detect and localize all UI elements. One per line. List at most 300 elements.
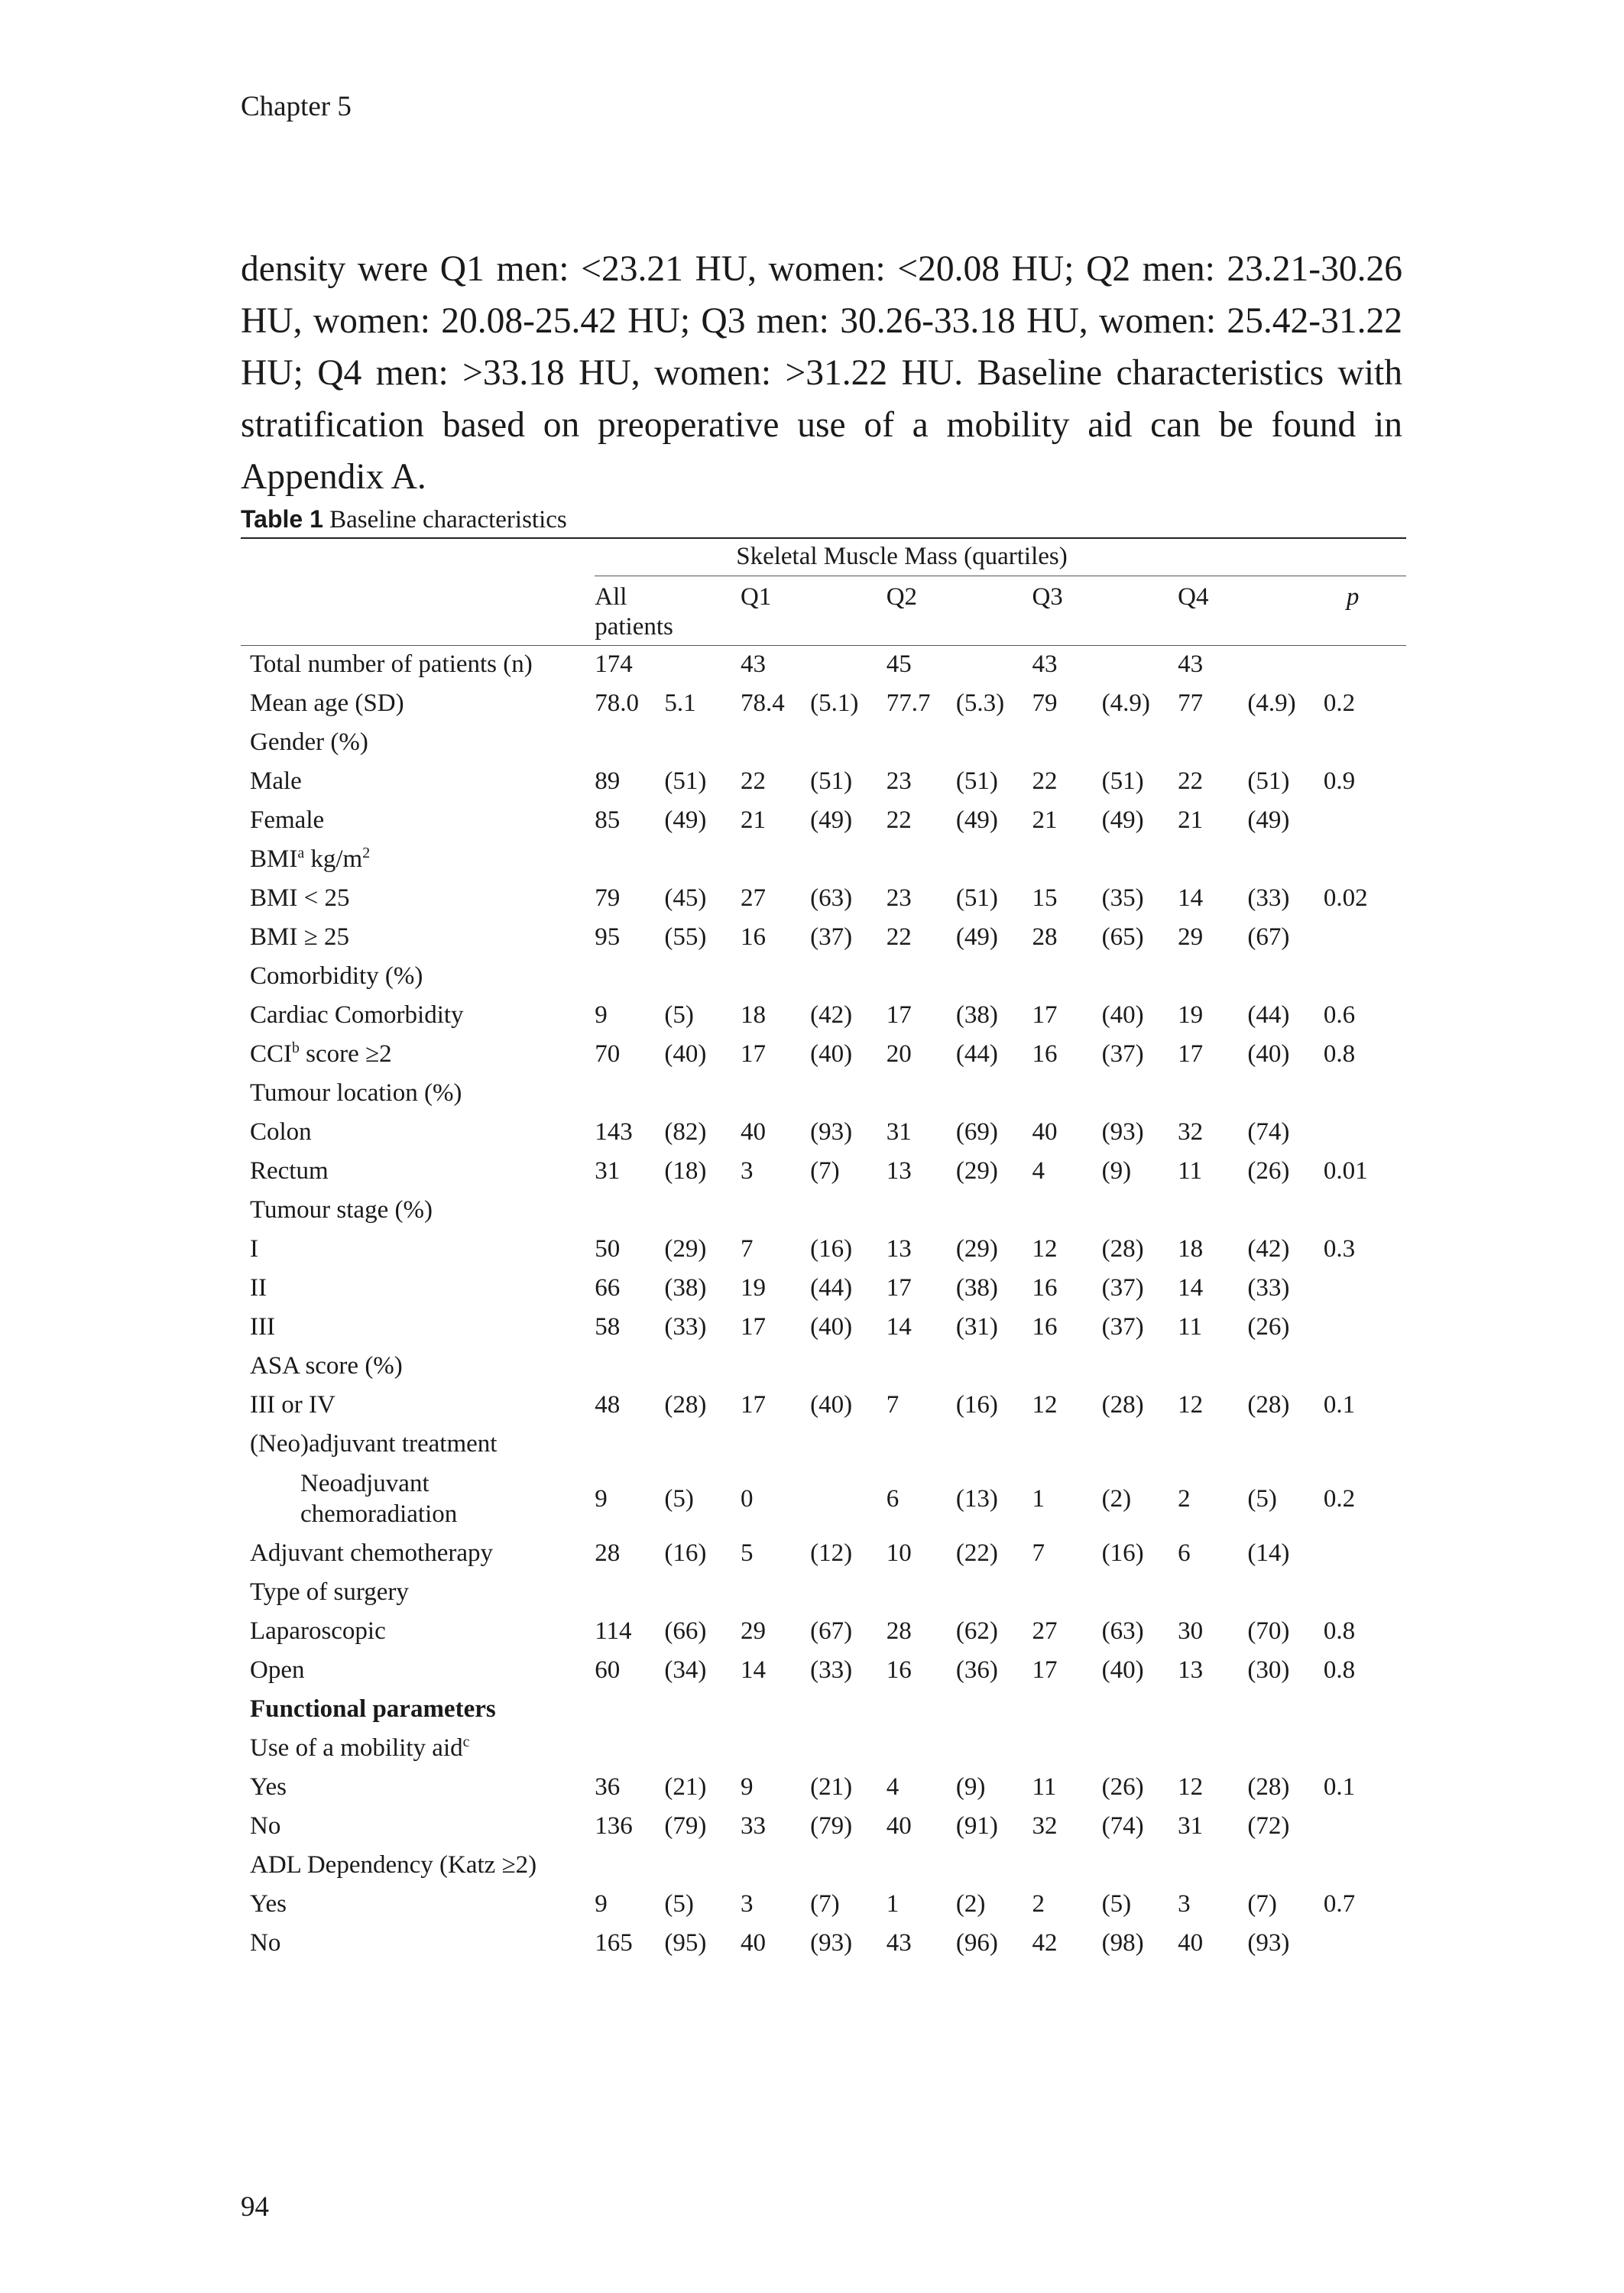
table-cell: 32	[1032, 1812, 1058, 1841]
table-cell: (38)	[955, 1001, 998, 1030]
table-cell	[810, 1348, 887, 1387]
table-cell	[1032, 1348, 1101, 1387]
table-cell	[741, 1847, 810, 1886]
table-cell: (16)	[1101, 1539, 1144, 1568]
table-row	[241, 1464, 1406, 1535]
column-header-row	[241, 576, 1406, 645]
row-label	[241, 1925, 595, 1964]
table-cell: (65)	[1101, 923, 1144, 952]
table-cell: 13	[1178, 1656, 1204, 1685]
table-cell	[1178, 724, 1247, 763]
table-cell	[1247, 1192, 1324, 1231]
header-stub	[241, 576, 595, 645]
table-label: Table 1	[241, 505, 323, 533]
table-cell: (5)	[664, 1484, 694, 1513]
table-cell	[1102, 1348, 1178, 1387]
table-cell: (37)	[1101, 1040, 1144, 1069]
table-cell: (49)	[955, 923, 998, 952]
table-row	[241, 1153, 1406, 1192]
row-label	[241, 1464, 595, 1535]
table-cell: 89	[595, 767, 621, 796]
table-cell: 0.9	[1323, 767, 1356, 796]
table-cell	[1247, 1425, 1324, 1464]
table-cell: 16	[1032, 1274, 1058, 1302]
table-cell: (45)	[664, 884, 707, 913]
table-cell	[810, 1192, 887, 1231]
unit-superscript: 2	[362, 845, 371, 862]
table-cell: 18	[740, 1001, 766, 1030]
table-cell	[1324, 1808, 1406, 1847]
table-cell	[1324, 1691, 1406, 1730]
row-label-text: Neoadjuvant chemoradiation	[300, 1470, 458, 1528]
table-cell: (9)	[1101, 1157, 1132, 1185]
table-cell: (2)	[1101, 1484, 1132, 1513]
row-label-text: BMI ≥ 25	[250, 923, 349, 952]
row-label	[241, 724, 595, 763]
table-cell	[664, 1192, 741, 1231]
table-cell: 6	[1178, 1539, 1191, 1568]
table-cell: 3	[1178, 1890, 1191, 1918]
table-cell	[810, 1847, 887, 1886]
table-cell	[887, 1574, 956, 1613]
table-row	[241, 1425, 1406, 1464]
row-label	[241, 802, 595, 841]
table-cell: (16)	[664, 1539, 707, 1568]
table-cell	[664, 1425, 741, 1464]
table-cell: (7)	[810, 1157, 840, 1185]
table-cell	[741, 841, 810, 880]
footnote-marker: b	[292, 1039, 300, 1057]
table-cell	[887, 841, 956, 880]
table-cell	[887, 1691, 956, 1730]
table-cell: (28)	[1101, 1391, 1144, 1419]
table-row	[241, 1192, 1406, 1231]
table-cell: 40	[1178, 1929, 1204, 1957]
row-label	[241, 880, 595, 919]
row-label-text: Tumour location (%)	[250, 1079, 462, 1108]
table-cell: 58	[595, 1313, 621, 1341]
table-row	[241, 1348, 1406, 1387]
table-cell: (44)	[955, 1040, 998, 1069]
row-label	[241, 1192, 595, 1231]
table-cell: (14)	[1247, 1539, 1290, 1568]
table-cell: 3	[740, 1157, 754, 1185]
table-cell	[956, 724, 1032, 763]
table-cell: (21)	[664, 1773, 707, 1802]
table-cell: 1	[886, 1890, 900, 1918]
table-cell: (70)	[1247, 1617, 1290, 1646]
table-cell	[1178, 1425, 1247, 1464]
table-cell	[887, 1730, 956, 1769]
table-cell	[1032, 1075, 1101, 1114]
table-cell: 22	[1178, 767, 1204, 796]
table-cell: 2	[1178, 1484, 1191, 1513]
row-label-text: Tumour stage (%)	[250, 1196, 433, 1224]
row-label-text: Type of surgery	[250, 1578, 409, 1607]
table-cell: 0.6	[1323, 1001, 1356, 1030]
row-label	[241, 1574, 595, 1613]
row-label	[241, 1730, 595, 1769]
table-cell	[810, 645, 887, 685]
table-cell: (49)	[664, 806, 707, 835]
row-label	[241, 1309, 595, 1348]
table-cell: (33)	[664, 1313, 707, 1341]
table-cell	[1324, 802, 1406, 841]
table-cell: 22	[1032, 767, 1058, 796]
row-label-text: Open	[250, 1656, 305, 1685]
row-label	[241, 685, 595, 724]
table-cell	[595, 1425, 664, 1464]
table-cell	[1324, 724, 1406, 763]
table-cell: 0	[740, 1484, 754, 1513]
table-cell: 45	[886, 650, 912, 679]
table-row	[241, 1387, 1406, 1425]
table-cell	[595, 724, 664, 763]
row-label	[241, 1153, 595, 1192]
table-caption	[241, 504, 1406, 536]
table-cell	[956, 1425, 1032, 1464]
table-cell	[1032, 1847, 1101, 1886]
table-cell: (22)	[955, 1539, 998, 1568]
row-label	[241, 1348, 595, 1387]
table-cell	[664, 1075, 741, 1114]
table-container	[241, 504, 1406, 1964]
column-header: Q4	[1178, 576, 1324, 645]
table-cell: 20	[886, 1040, 912, 1069]
table-cell: 29	[740, 1617, 766, 1646]
table-cell: (38)	[664, 1274, 707, 1302]
table-cell	[1178, 1192, 1247, 1231]
row-label	[241, 1808, 595, 1847]
table-cell: 15	[1032, 884, 1058, 913]
table-cell	[810, 1075, 887, 1114]
table-cell: (5)	[664, 1890, 694, 1918]
table-cell: 12	[1178, 1391, 1204, 1419]
table-cell	[1032, 1730, 1101, 1769]
table-cell	[810, 1425, 887, 1464]
table-cell	[1032, 958, 1101, 997]
table-cell: 9	[595, 1001, 608, 1030]
table-cell: 66	[595, 1274, 621, 1302]
table-cell: 165	[595, 1929, 633, 1957]
table-cell: 40	[1032, 1118, 1058, 1146]
table-cell: 23	[886, 884, 912, 913]
table-cell	[1247, 1075, 1324, 1114]
table-cell: (30)	[1247, 1656, 1290, 1685]
table-cell: (38)	[955, 1274, 998, 1302]
table-cell	[956, 1075, 1032, 1114]
row-label-text: Colon	[250, 1118, 312, 1146]
table-row	[241, 1730, 1406, 1769]
table-cell	[1324, 645, 1406, 685]
table-cell	[1032, 841, 1101, 880]
table-cell	[1032, 724, 1101, 763]
table-cell: 50	[595, 1235, 621, 1263]
table-cell	[1247, 1847, 1324, 1886]
table-cell	[1324, 1730, 1406, 1769]
table-cell	[1102, 958, 1178, 997]
table-cell: 21	[1178, 806, 1204, 835]
table-cell: (35)	[1101, 884, 1144, 913]
table-cell: 7	[1032, 1539, 1045, 1568]
row-label	[241, 997, 595, 1036]
table-cell	[664, 1847, 741, 1886]
table-cell	[1032, 1574, 1101, 1613]
table-row	[241, 1613, 1406, 1652]
table-cell: (34)	[664, 1656, 707, 1685]
table-cell: (67)	[810, 1617, 853, 1646]
table-cell	[1324, 1535, 1406, 1574]
table-cell: 27	[740, 884, 766, 913]
table-cell: (33)	[1247, 884, 1290, 913]
row-label	[241, 1425, 595, 1464]
table-cell: 11	[1178, 1157, 1202, 1185]
table-cell: 17	[1032, 1001, 1058, 1030]
table-cell	[810, 1574, 887, 1613]
table-cell	[595, 1192, 664, 1231]
row-label	[241, 919, 595, 958]
table-cell	[956, 1730, 1032, 1769]
table-cell: (93)	[810, 1118, 853, 1146]
table-cell	[595, 1691, 664, 1730]
table-cell: (42)	[1247, 1235, 1290, 1263]
table-cell	[1102, 1192, 1178, 1231]
row-label	[241, 1886, 595, 1925]
table-cell: 21	[1032, 806, 1058, 835]
row-label	[241, 1114, 595, 1153]
table-cell: 78.4	[740, 689, 785, 718]
row-label	[241, 1652, 595, 1691]
table-cell: (2)	[955, 1890, 986, 1918]
table-cell: 16	[740, 923, 766, 952]
column-header: p	[1324, 576, 1406, 645]
table-cell: (44)	[810, 1274, 853, 1302]
table-cell: (18)	[664, 1157, 707, 1185]
table-cell: 11	[1032, 1773, 1057, 1802]
table-cell: (51)	[1101, 767, 1144, 796]
table-cell	[595, 1075, 664, 1114]
table-cell: (40)	[664, 1040, 707, 1069]
table-cell	[956, 645, 1032, 685]
table-cell: 18	[1178, 1235, 1204, 1263]
column-header: Q2	[887, 576, 1032, 645]
table-cell	[887, 1425, 956, 1464]
table-cell	[956, 1192, 1032, 1231]
table-cell	[887, 1348, 956, 1387]
table-cell: 31	[1178, 1812, 1204, 1841]
table-cell: 0.8	[1323, 1040, 1356, 1069]
table-cell	[1102, 724, 1178, 763]
table-cell: (29)	[664, 1235, 707, 1263]
table-cell	[664, 1348, 741, 1387]
table-cell: (40)	[1101, 1656, 1144, 1685]
row-label	[241, 763, 595, 802]
table-cell: (79)	[664, 1812, 707, 1841]
table-row	[241, 1886, 1406, 1925]
table-cell: 4	[1032, 1157, 1045, 1185]
column-header: Q3	[1032, 576, 1178, 645]
table-cell	[595, 841, 664, 880]
table-cell	[664, 841, 741, 880]
table-cell: (51)	[1247, 767, 1290, 796]
table-cell: (51)	[664, 767, 707, 796]
table-cell: (5)	[1247, 1484, 1277, 1513]
table-cell: (93)	[1101, 1118, 1144, 1146]
table-cell	[1247, 1730, 1324, 1769]
table-row	[241, 802, 1406, 841]
row-label-text: III or IV	[250, 1391, 335, 1419]
table-cell: (42)	[810, 1001, 853, 1030]
table-row	[241, 645, 1406, 685]
table-cell	[1324, 1348, 1406, 1387]
table-cell: (21)	[810, 1773, 853, 1802]
table-row	[241, 919, 1406, 958]
table-cell	[595, 1730, 664, 1769]
table-cell: 32	[1178, 1118, 1204, 1146]
table-cell	[887, 724, 956, 763]
table-row	[241, 1309, 1406, 1348]
row-label-text: BMI	[250, 845, 298, 874]
table-cell	[1324, 1309, 1406, 1348]
table-cell: (26)	[1101, 1773, 1144, 1802]
table-cell: (29)	[955, 1235, 998, 1263]
table-cell	[1324, 841, 1406, 880]
table-cell: 0.01	[1323, 1157, 1368, 1185]
table-cell: 3	[740, 1890, 754, 1918]
table-cell	[595, 1574, 664, 1613]
table-cell: (40)	[810, 1040, 853, 1069]
row-label	[241, 1613, 595, 1652]
table-cell: 43	[1032, 650, 1058, 679]
table-cell: 17	[1178, 1040, 1204, 1069]
table-cell: (79)	[810, 1812, 853, 1841]
table-cell	[1178, 1730, 1247, 1769]
table-cell: (5)	[1101, 1890, 1132, 1918]
table-cell: 27	[1032, 1617, 1058, 1646]
table-cell: (91)	[955, 1812, 998, 1841]
column-header: All patients	[595, 576, 741, 645]
table-cell: 0.02	[1323, 884, 1368, 913]
table-cell: 0.8	[1323, 1617, 1356, 1646]
table-cell: (31)	[955, 1313, 998, 1341]
table-cell: (44)	[1247, 1001, 1290, 1030]
table-cell	[1324, 1114, 1406, 1153]
table-cell: 23	[886, 767, 912, 796]
table-cell	[1324, 958, 1406, 997]
row-label-text: Adjuvant chemotherapy	[250, 1539, 493, 1568]
row-label-text: Yes	[250, 1773, 287, 1802]
table-cell: 43	[886, 1929, 912, 1957]
table-cell: (16)	[955, 1391, 998, 1419]
table-cell: (33)	[1247, 1274, 1290, 1302]
table-cell: (51)	[810, 767, 853, 796]
table-cell: (16)	[810, 1235, 853, 1263]
row-label-text: Female	[250, 806, 325, 835]
table-cell	[810, 1730, 887, 1769]
table-cell: (4.9)	[1247, 689, 1296, 718]
table-row	[241, 1036, 1406, 1075]
table-cell	[595, 1348, 664, 1387]
table-cell	[1247, 1691, 1324, 1730]
table-row	[241, 880, 1406, 919]
row-label	[241, 1387, 595, 1425]
table-cell: (96)	[955, 1929, 998, 1957]
table-cell: (13)	[955, 1484, 998, 1513]
table-cell: 19	[740, 1274, 766, 1302]
table-cell: 13	[886, 1235, 912, 1263]
table-cell: 0.8	[1323, 1656, 1356, 1685]
table-row	[241, 724, 1406, 763]
row-label-text: BMI < 25	[250, 884, 350, 913]
table-cell: 85	[595, 806, 621, 835]
table-cell	[1178, 958, 1247, 997]
table-row	[241, 1114, 1406, 1153]
row-label	[241, 1769, 595, 1808]
row-label-text: Functional parameters	[250, 1695, 496, 1724]
row-label-text: Laparoscopic	[250, 1617, 386, 1646]
table-cell: (72)	[1247, 1812, 1290, 1841]
table-cell	[1178, 1075, 1247, 1114]
footnote-marker: a	[297, 845, 305, 862]
table-cell: (55)	[664, 923, 707, 952]
table-cell	[664, 958, 741, 997]
table-cell: 30	[1178, 1617, 1204, 1646]
row-label	[241, 1535, 595, 1574]
table-cell	[1178, 841, 1247, 880]
table-cell: 19	[1178, 1001, 1204, 1030]
table-cell: (7)	[810, 1890, 840, 1918]
table-cell: 79	[1032, 689, 1058, 718]
table-row	[241, 1231, 1406, 1270]
table-cell: (28)	[1101, 1235, 1144, 1263]
table-cell	[956, 841, 1032, 880]
row-label-text: I	[250, 1235, 258, 1263]
table-cell: 33	[740, 1812, 766, 1841]
table-cell	[1102, 1075, 1178, 1114]
table-cell: 36	[595, 1773, 621, 1802]
table-cell: (9)	[955, 1773, 986, 1802]
table-cell: 4	[886, 1773, 900, 1802]
table-cell: 0.2	[1323, 689, 1356, 718]
table-cell	[1102, 1425, 1178, 1464]
table-cell: 14	[1178, 884, 1204, 913]
table-cell: 0.1	[1323, 1773, 1356, 1802]
table-cell: (37)	[1101, 1313, 1144, 1341]
table-cell: 77	[1178, 689, 1204, 718]
table-cell	[1247, 958, 1324, 997]
table-cell: 95	[595, 923, 621, 952]
table-cell: 17	[740, 1040, 766, 1069]
table-cell: (7)	[1247, 1890, 1277, 1918]
row-label	[241, 1036, 595, 1075]
table-cell	[810, 724, 887, 763]
table-cell: (51)	[955, 767, 998, 796]
table-cell	[1247, 841, 1324, 880]
row-label-text: CCI	[250, 1040, 293, 1069]
row-label-text: No	[250, 1929, 281, 1957]
row-label	[241, 1270, 595, 1309]
table-cell	[887, 1192, 956, 1231]
body-paragraph: density were Q1 men: <23.21 HU, women: <20.08 HU; Q2 men: 23.21-30.26 HU, women: 20.08-25.42 HU; Q3 men: 30.26-33.18 HU, women: 25.42-31.22 HU; Q4 men: >33.18 HU, women: >31.22 HU. Baseline characteristics with stratification based on preoperative use of a mobility aid can be found in Appendix A.	[241, 249, 1402, 497]
table-cell	[956, 1691, 1032, 1730]
header-stub	[241, 538, 595, 576]
table-cell: 114	[595, 1617, 632, 1646]
table-cell: (67)	[1247, 923, 1290, 952]
table-cell	[1032, 1691, 1101, 1730]
group-header-row	[241, 538, 1406, 576]
table-row	[241, 1808, 1406, 1847]
table-row	[241, 1574, 1406, 1613]
